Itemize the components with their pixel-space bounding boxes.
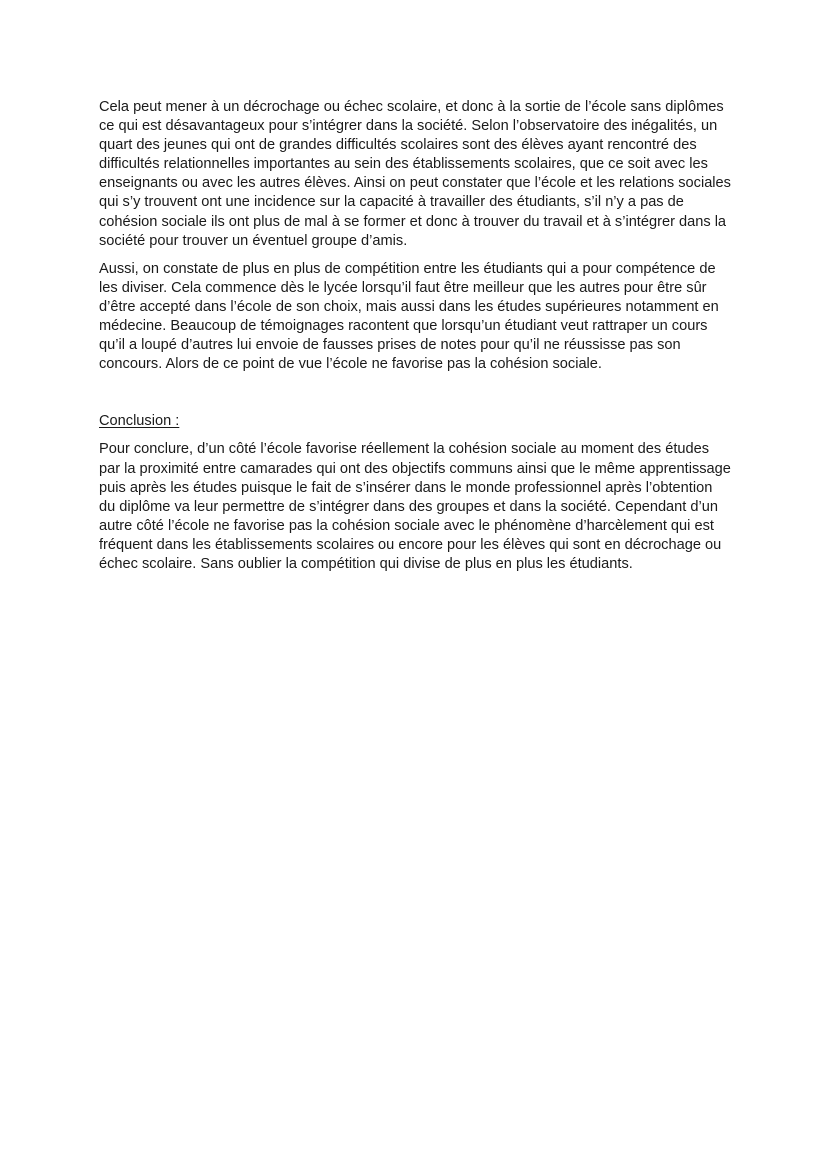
body-paragraph-competition: Aussi, on constate de plus en plus de compétition entre les étudiants qui a pour compétence de les diviser. Cela commence dès le lycée lorsqu’il faut être meilleur que les autres pour être sûr d’être accepté dans l’école de son choix, mais aussi dans les études supérieures notamment en médecine. Beaucoup de témoignages racontent que lorsqu’un étudiant veut rattraper un cours qu’il a loupé d’autres lui envoie de fausses prises de notes pour qu’il ne réussisse pas son concours. Alors de ce point de vue l’école ne favorise pas la cohésion sociale. xyxy=(99,260,719,373)
conclusion-heading: Conclusion : xyxy=(99,413,180,430)
document-page xyxy=(99,98,731,574)
body-paragraph-dropout: Cela peut mener à un décrochage ou échec scolaire, et donc à la sortie de l’école sans diplômes ce qui est désavantageux pour s’intégrer dans la société. Selon l’observatoire des inégalités, un quart des jeunes qui ont de grandes difficultés scolaires sont des élèves ayant rencontré des difficultés relationnelles importantes au sein des établissements scolaires, que ce soit avec les enseignants ou avec les autres élèves. Ainsi on peut constater que l’école et les relations sociales qui s’y trouvent ont une incidence sur la capacité à travailler des étudiants, s’il n’y a pas de cohésion sociale ils ont plus de mal à se former et donc à trouver du travail et à s’intégrer dans la société pour trouver un éventuel groupe d’amis. xyxy=(99,99,731,249)
conclusion-paragraph: Pour conclure, d’un côté l’école favorise réellement la cohésion sociale au moment des études par la proximité entre camarades qui ont des objectifs communs ainsi que le même apprentissage puis après les études puisque le fait de s’insérer dans le monde professionnel après l’obtention du diplôme va leur permettre de s’intégrer dans des groupes et dans la société. Cependant d’un autre côté l’école ne favorise pas la cohésion sociale avec le phénomène d’harcèlement qui est fréquent dans les établissements scolaires ou encore pour les élèves qui sont en décrochage ou échec scolaire. Sans oublier la compétition qui divise de plus en plus les étudiants. xyxy=(99,441,731,572)
